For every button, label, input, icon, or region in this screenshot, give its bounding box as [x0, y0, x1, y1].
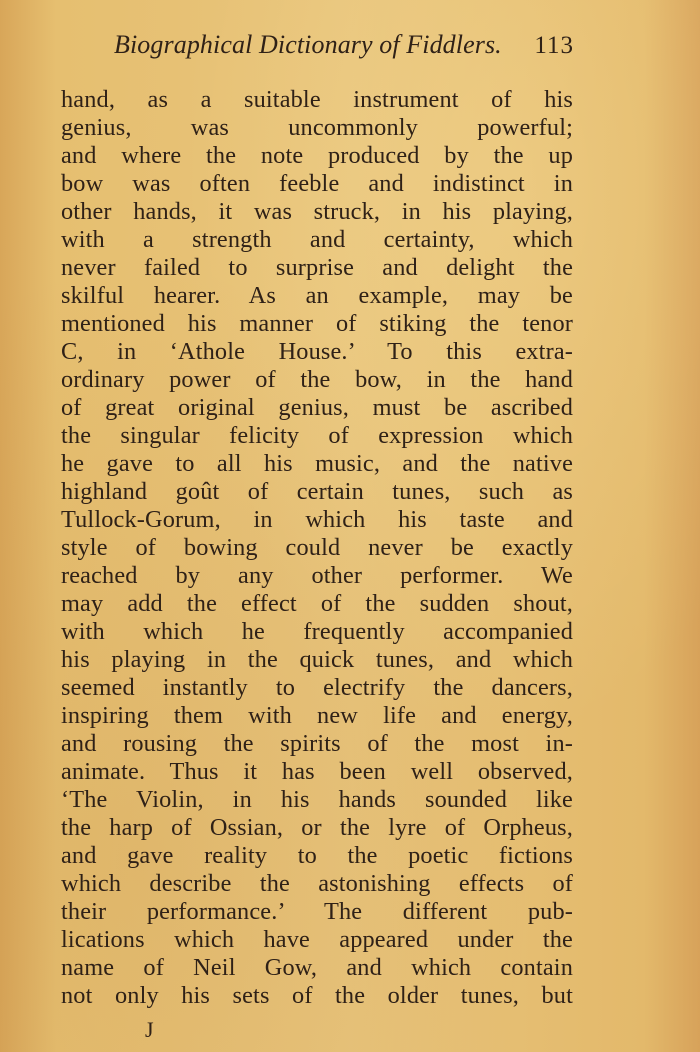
text-line-15: highland goût of certain tunes, such as: [61, 478, 573, 505]
text-line-29: which describe the astonishing effects of: [61, 870, 573, 897]
text-line-28: and gave reality to the poetic fictions: [61, 842, 573, 869]
text-line-31: lications which have appeared under the: [61, 926, 573, 953]
running-title: Biographical Dictionary of Fiddlers.: [114, 30, 502, 59]
text-line-6: with a strength and certainty, which: [61, 226, 573, 253]
text-line-20: with which he frequently accompanied: [61, 618, 573, 645]
text-line-22: seemed instantly to electrify the dancers,: [61, 674, 573, 701]
text-line-32: name of Neil Gow, and which contain: [61, 954, 573, 981]
text-line-13: the singular felicity of expression which: [61, 422, 573, 449]
text-line-24: and rousing the spirits of the most in-: [61, 730, 573, 757]
text-line-9: mentioned his manner of stiking the tenor: [61, 310, 573, 337]
text-line-25: animate. Thus it has been well observed,: [61, 758, 573, 785]
text-line-12: of great original genius, must be ascribed: [61, 394, 573, 421]
signature-mark: J: [145, 1017, 154, 1042]
text-line-26: ‘The Violin, in his hands sounded like: [61, 786, 573, 813]
text-line-30: their performance.’ The different pub-: [61, 898, 573, 925]
text-line-5: other hands, it was struck, in his playing,: [61, 198, 573, 225]
text-line-19: may add the effect of the sudden shout,: [61, 590, 573, 617]
text-line-33: not only his sets of the older tunes, but: [61, 982, 573, 1009]
text-line-7: never failed to surprise and delight the: [61, 254, 573, 281]
text-line-11: ordinary power of the bow, in the hand: [61, 366, 573, 393]
text-line-8: skilful hearer. As an example, may be: [61, 282, 573, 309]
text-line-10: C, in ‘Athole House.’ To this extra-: [61, 338, 573, 365]
text-line-1: hand, as a suitable instrument of his: [61, 86, 573, 113]
text-line-2: genius, was uncommonly powerful;: [61, 114, 573, 141]
text-line-23: inspiring them with new life and energy,: [61, 702, 573, 729]
text-line-27: the harp of Ossian, or the lyre of Orpheus,: [61, 814, 573, 841]
text-line-14: he gave to all his music, and the native: [61, 450, 573, 477]
page-number: 113: [534, 32, 574, 59]
text-line-3: and where the note produced by the up: [61, 142, 573, 169]
text-line-17: style of bowing could never be exactly: [61, 534, 573, 561]
text-line-4: bow was often feeble and indistinct in: [61, 170, 573, 197]
text-line-21: his playing in the quick tunes, and which: [61, 646, 573, 673]
running-head: [114, 30, 574, 64]
text-line-16: Tullock-Gorum, in which his taste and: [61, 506, 573, 533]
text-line-18: reached by any other performer. We: [61, 562, 573, 589]
body-text: [61, 86, 573, 1010]
